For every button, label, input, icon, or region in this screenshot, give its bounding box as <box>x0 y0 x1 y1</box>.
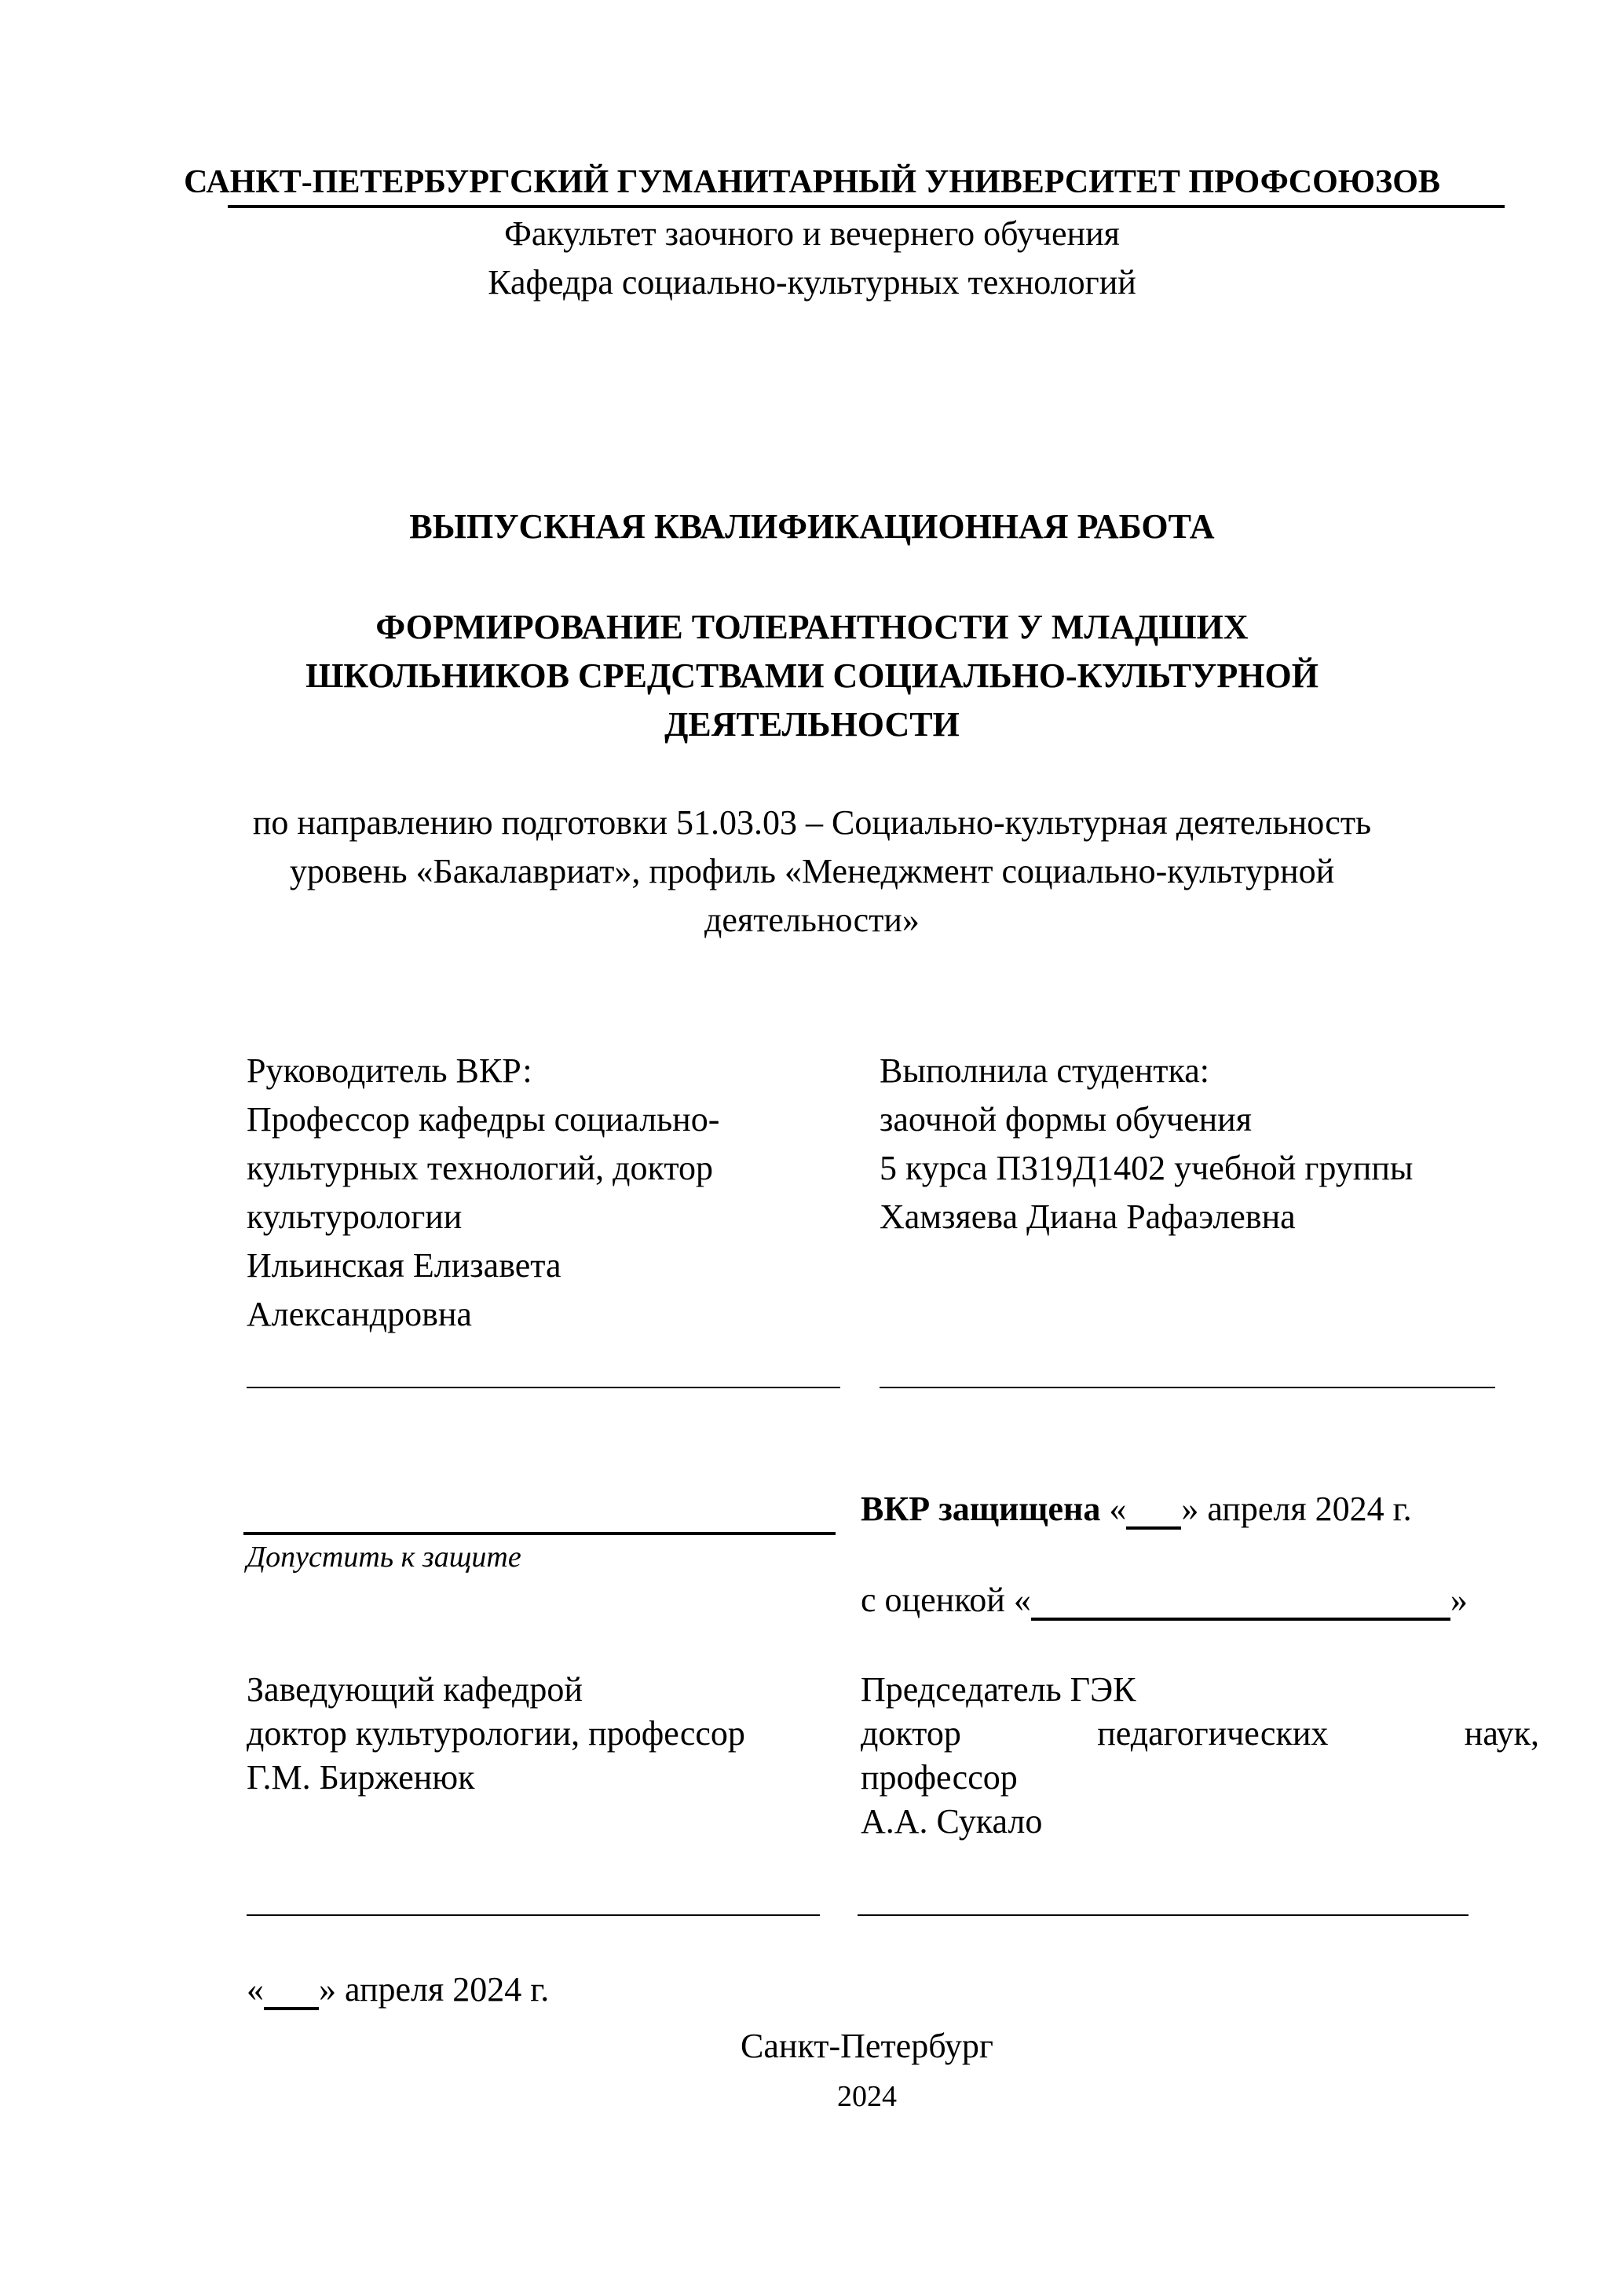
supervisor-line-2: культурных технологий, доктор <box>247 1149 713 1187</box>
head-signature-line <box>247 1914 820 1916</box>
grade-blank <box>1031 1583 1450 1621</box>
bottom-date-line <box>247 1969 549 2010</box>
direction-line-2: уровень «Бакалавриат», профиль «Менеджмент социально-культурной <box>289 852 1335 890</box>
direction-line-1: по направлению подготовки 51.03.03 – Социально-культурная деятельность <box>252 803 1372 842</box>
supervisor-line-4: Ильинская Елизавета <box>247 1246 561 1285</box>
chairman-line-4: А.А. Сукало <box>861 1802 1043 1841</box>
supervisor-line-1: Профессор кафедры социально- <box>247 1100 720 1139</box>
work-type: ВЫПУСКНАЯ КВАЛИФИКАЦИОННАЯ РАБОТА <box>409 507 1215 546</box>
defense-line <box>861 1489 1412 1530</box>
defense-date-text: » апреля 2024 г. <box>1181 1490 1412 1528</box>
footer-year: 2024 <box>837 2080 897 2113</box>
grade-line <box>861 1580 1468 1621</box>
supervisor-label: Руководитель ВКР: <box>247 1051 532 1090</box>
head-of-department-block <box>247 1668 745 1800</box>
student-line-3: Хамзяева Диана Рафаэлевна <box>880 1197 1296 1236</box>
chairman-signature-line <box>858 1914 1469 1916</box>
chairman-line-3: профессор <box>861 1758 1018 1797</box>
supervisor-signature-line <box>247 1387 840 1388</box>
grade-suffix: » <box>1450 1581 1468 1619</box>
supervisor-line-3: культурологии <box>247 1197 463 1236</box>
supervisor-line-5: Александровна <box>247 1295 472 1333</box>
head-line-1: Заведующий кафедрой <box>247 1670 583 1709</box>
head-line-2: доктор культурологии, профессор <box>247 1714 745 1753</box>
head-line-3: Г.М. Бирженюк <box>247 1758 475 1797</box>
department-name: Кафедра социально-культурных технологий <box>488 263 1136 302</box>
student-line-2: 5 курса ПЗ19Д1402 учебной группы <box>880 1149 1414 1187</box>
chairman-block <box>861 1668 1539 1844</box>
admission-label: Допустить к защите <box>247 1541 521 1574</box>
header-rule <box>228 205 1505 208</box>
student-signature-line <box>880 1387 1495 1388</box>
student-line-1: заочной формы обучения <box>880 1100 1252 1139</box>
defense-open-quote: « <box>1109 1490 1127 1528</box>
bottom-date-text: » апреля 2024 г. <box>319 1970 550 2009</box>
defense-day-blank <box>1126 1492 1181 1530</box>
footer-city: Санкт-Петербург <box>741 2027 993 2065</box>
grade-prefix: с оценкой « <box>861 1581 1031 1619</box>
chairman-line-2-word-1: доктор <box>861 1714 961 1753</box>
topic-line-3: ДЕЯТЕЛЬНОСТИ <box>664 705 960 744</box>
supervisor-block <box>247 1047 719 1339</box>
chairman-line-2-word-3: наук, <box>1464 1714 1539 1753</box>
chairman-line-1: Председатель ГЭК <box>861 1670 1136 1709</box>
faculty-name: Факультет заочного и вечернего обучения <box>504 214 1120 253</box>
student-block <box>880 1047 1413 1241</box>
direction-line-3: деятельности» <box>704 901 920 939</box>
bottom-date-day-blank <box>264 1972 319 2010</box>
topic-line-1: ФОРМИРОВАНИЕ ТОЛЕРАНТНОСТИ У МЛАДШИХ <box>375 608 1249 646</box>
topic-line-2: ШКОЛЬНИКОВ СРЕДСТВАМИ СОЦИАЛЬНО-КУЛЬТУРНОЙ <box>305 656 1319 695</box>
defense-label: ВКР защищена <box>861 1490 1101 1528</box>
student-label: Выполнила студентка: <box>880 1051 1209 1090</box>
chairman-line-2 <box>861 1712 1539 1756</box>
bottom-date-open-quote: « <box>247 1970 264 2009</box>
university-name: САНКТ-ПЕТЕРБУРГСКИЙ ГУМАНИТАРНЫЙ УНИВЕРСИТЕТ ПРОФСОЮЗОВ <box>184 164 1440 200</box>
chairman-line-2-word-2: педагогических <box>1097 1714 1329 1753</box>
admission-signature-line <box>243 1532 836 1535</box>
